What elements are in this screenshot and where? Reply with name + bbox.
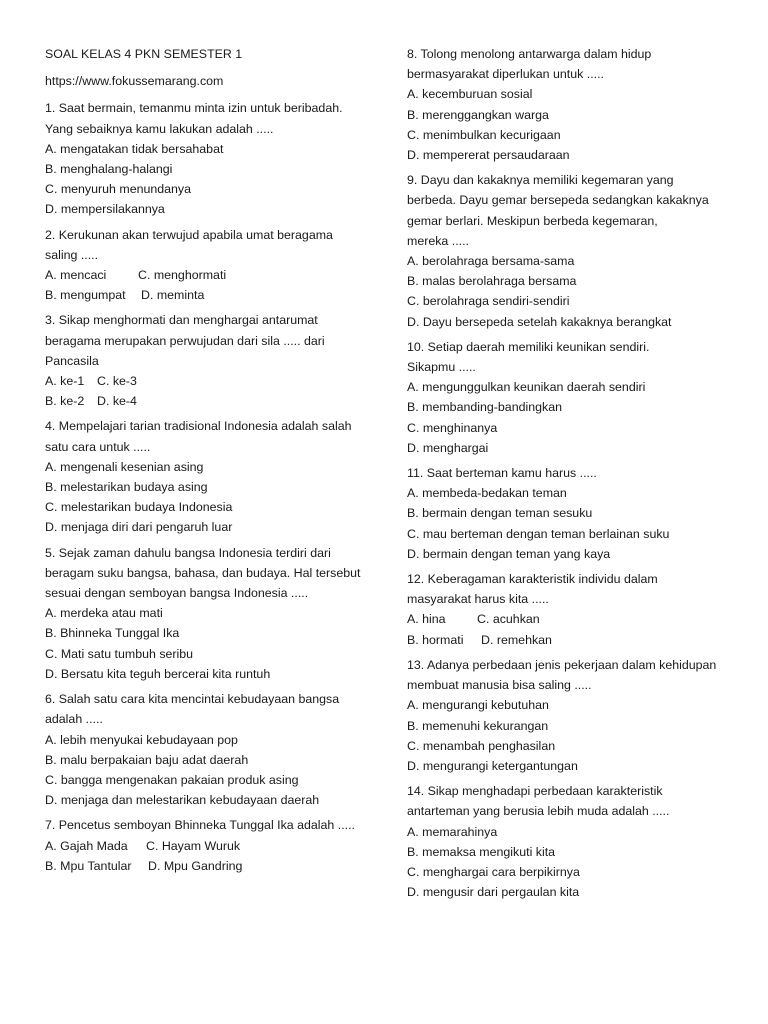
question-8 xyxy=(407,44,737,165)
question-11 xyxy=(407,463,737,564)
option-d: D. menjaga dan melestarikan kebudayaan daerah xyxy=(45,793,320,808)
question-text: 12. Keberagaman karakteristik individu dalam xyxy=(407,572,658,587)
option-d: D. menjaga diri dari pengaruh luar xyxy=(45,520,233,535)
question-text: 7. Pencetus semboyan Bhinneka Tunggal Ika adalah ..... xyxy=(45,818,355,833)
question-3 xyxy=(45,310,370,411)
question-13 xyxy=(407,655,737,776)
question-text: saling ..... xyxy=(45,247,99,262)
option-a: A. mengunggulkan keunikan daerah sendiri xyxy=(407,380,646,395)
option-c: C. menyuruh menundanya xyxy=(45,182,192,197)
question-text: masyarakat harus kita ..... xyxy=(407,592,549,607)
left-column xyxy=(45,44,370,881)
question-text: 5. Sejak zaman dahulu bangsa Indonesia terdiri dari xyxy=(45,545,331,560)
option-a: A. memarahinya xyxy=(407,824,498,839)
option-b: B. malu berpakaian baju adat daerah xyxy=(45,752,249,767)
option-c: C. melestarikan budaya Indonesia xyxy=(45,500,233,515)
question-text: 13. Adanya perbedaan jenis pekerjaan dalam kehidupan xyxy=(407,657,717,672)
option-d: D. mengurangi ketergantungan xyxy=(407,758,578,773)
question-1 xyxy=(45,98,370,219)
option-d: D. ke-4 xyxy=(97,394,137,409)
option-d: D. meminta xyxy=(141,288,205,303)
option-c: C. Mati satu tumbuh seribu xyxy=(45,646,194,661)
option-c: C. berolahraga sendiri-sendiri xyxy=(407,294,570,309)
source-url: https://www.fokussemarang.com xyxy=(45,74,224,89)
question-text: 10. Setiap daerah memiliki keunikan sendiri. xyxy=(407,339,650,354)
option-b: B. menghalang-halangi xyxy=(45,162,173,177)
option-c: C. Hayam Wuruk xyxy=(146,838,241,853)
question-text: berbeda. Dayu gemar bersepeda sedangkan kakaknya xyxy=(407,193,709,208)
option-d: D. mengusir dari pergaulan kita xyxy=(407,885,580,900)
question-text: Yang sebaiknya kamu lakukan adalah ..... xyxy=(45,121,274,136)
option-c: C. menambah penghasilan xyxy=(407,738,556,753)
question-text: antarteman yang berusia lebih muda adalah ..... xyxy=(407,804,670,819)
option-b: B. Mpu Tantular xyxy=(45,858,132,873)
question-text: membuat manusia bisa saling ..... xyxy=(407,678,592,693)
option-c: C. menghargai cara berpikirnya xyxy=(407,864,580,879)
option-row xyxy=(45,371,370,391)
question-text: 9. Dayu dan kakaknya memiliki kegemaran yang xyxy=(407,173,674,188)
question-text: bermasyarakat diperlukan untuk ..... xyxy=(407,67,604,82)
option-row xyxy=(45,285,370,305)
question-text: 14. Sikap menghadapi perbedaan karakteristik xyxy=(407,784,663,799)
question-text: 6. Salah satu cara kita mencintai kebudayaan bangsa xyxy=(45,692,340,707)
option-c: C. menghormati xyxy=(138,268,227,283)
option-c: C. acuhkan xyxy=(477,612,540,627)
option-row xyxy=(45,391,370,411)
question-6 xyxy=(45,689,370,810)
question-text: 3. Sikap menghormati dan menghargai antarumat xyxy=(45,313,318,328)
option-b: B. memaksa mengikuti kita xyxy=(407,844,556,859)
question-5 xyxy=(45,543,370,684)
question-4 xyxy=(45,416,370,537)
option-c: C. menghinanya xyxy=(407,420,498,435)
question-text: sesuai dengan semboyan bangsa Indonesia ..... xyxy=(45,586,309,601)
question-text: adalah ..... xyxy=(45,712,103,727)
document-title: SOAL KELAS 4 PKN SEMESTER 1 xyxy=(45,47,243,61)
option-c: C. mau berteman dengan teman berlainan suku xyxy=(407,526,670,541)
question-12 xyxy=(407,569,737,650)
option-b: B. malas berolahraga bersama xyxy=(407,274,577,289)
question-14 xyxy=(407,781,737,902)
option-a: A. membeda-bedakan teman xyxy=(407,486,567,501)
question-text: Pancasila xyxy=(45,353,99,368)
question-text: 8. Tolong menolong antarwarga dalam hidup xyxy=(407,47,652,61)
question-text: mereka ..... xyxy=(407,233,469,248)
option-d: D. Dayu bersepeda setelah kakaknya berangkat xyxy=(407,314,672,329)
option-row xyxy=(407,630,737,650)
option-row xyxy=(407,609,737,629)
option-b: B. mengumpat xyxy=(45,288,126,303)
question-text: beragam suku bangsa, bahasa, dan budaya. Hal tersebut xyxy=(45,565,361,580)
option-d: D. mempererat persaudaraan xyxy=(407,148,570,163)
option-a: A. mengatakan tidak bersahabat xyxy=(45,141,224,156)
option-b: B. membanding-bandingkan xyxy=(407,400,562,415)
question-7 xyxy=(45,815,370,876)
option-b: B. ke-2 xyxy=(45,394,85,409)
option-a: A. hina xyxy=(407,612,446,627)
option-row xyxy=(45,836,370,856)
option-b: B. merenggangkan warga xyxy=(407,107,549,122)
option-c: C. menimbulkan kecurigaan xyxy=(407,127,561,142)
option-a: A. merdeka atau mati xyxy=(45,606,163,621)
question-text: 4. Mempelajari tarian tradisional Indonesia adalah salah xyxy=(45,419,352,434)
question-text: 11. Saat berteman kamu harus ..... xyxy=(407,466,597,481)
option-a: A. mengenali kesenian asing xyxy=(45,459,204,474)
option-b: B. melestarikan budaya asing xyxy=(45,480,208,495)
option-row xyxy=(45,265,370,285)
option-d: D. mempersilakannya xyxy=(45,202,165,217)
option-a: A. mencaci xyxy=(45,268,107,283)
option-b: B. Bhinneka Tunggal Ika xyxy=(45,626,180,641)
question-text: 2. Kerukunan akan terwujud apabila umat beragama xyxy=(45,227,333,242)
option-d: D. Bersatu kita teguh bercerai kita runtuh xyxy=(45,666,271,681)
option-c: C. ke-3 xyxy=(97,374,137,389)
option-a: A. Gajah Mada xyxy=(45,838,128,853)
option-a: A. lebih menyukai kebudayaan pop xyxy=(45,732,238,747)
option-c: C. bangga mengenakan pakaian produk asing xyxy=(45,772,299,787)
option-d: D. Mpu Gandring xyxy=(148,858,243,873)
question-text: 1. Saat bermain, temanmu minta izin untuk beribadah. xyxy=(45,101,343,116)
option-row xyxy=(45,856,370,876)
option-d: D. remehkan xyxy=(481,632,552,647)
option-a: A. berolahraga bersama-sama xyxy=(407,254,575,269)
option-a: A. ke-1 xyxy=(45,374,85,389)
question-text: Sikapmu ..... xyxy=(407,360,476,375)
question-2 xyxy=(45,225,370,306)
option-a: A. mengurangi kebutuhan xyxy=(407,698,549,713)
option-b: B. memenuhi kekurangan xyxy=(407,718,549,733)
option-d: D. bermain dengan teman yang kaya xyxy=(407,546,611,561)
question-9 xyxy=(407,170,737,332)
question-text: gemar berlari. Meskipun berbeda kegemaran, xyxy=(407,213,658,228)
option-b: B. bermain dengan teman sesuku xyxy=(407,506,593,521)
option-b: B. hormati xyxy=(407,632,464,647)
question-text: satu cara untuk ..... xyxy=(45,439,151,454)
option-d: D. menghargai xyxy=(407,440,489,455)
question-10 xyxy=(407,337,737,458)
right-column xyxy=(407,44,737,907)
option-a: A. kecemburuan sosial xyxy=(407,87,533,102)
question-text: beragama merupakan perwujudan dari sila ..... dari xyxy=(45,333,325,348)
